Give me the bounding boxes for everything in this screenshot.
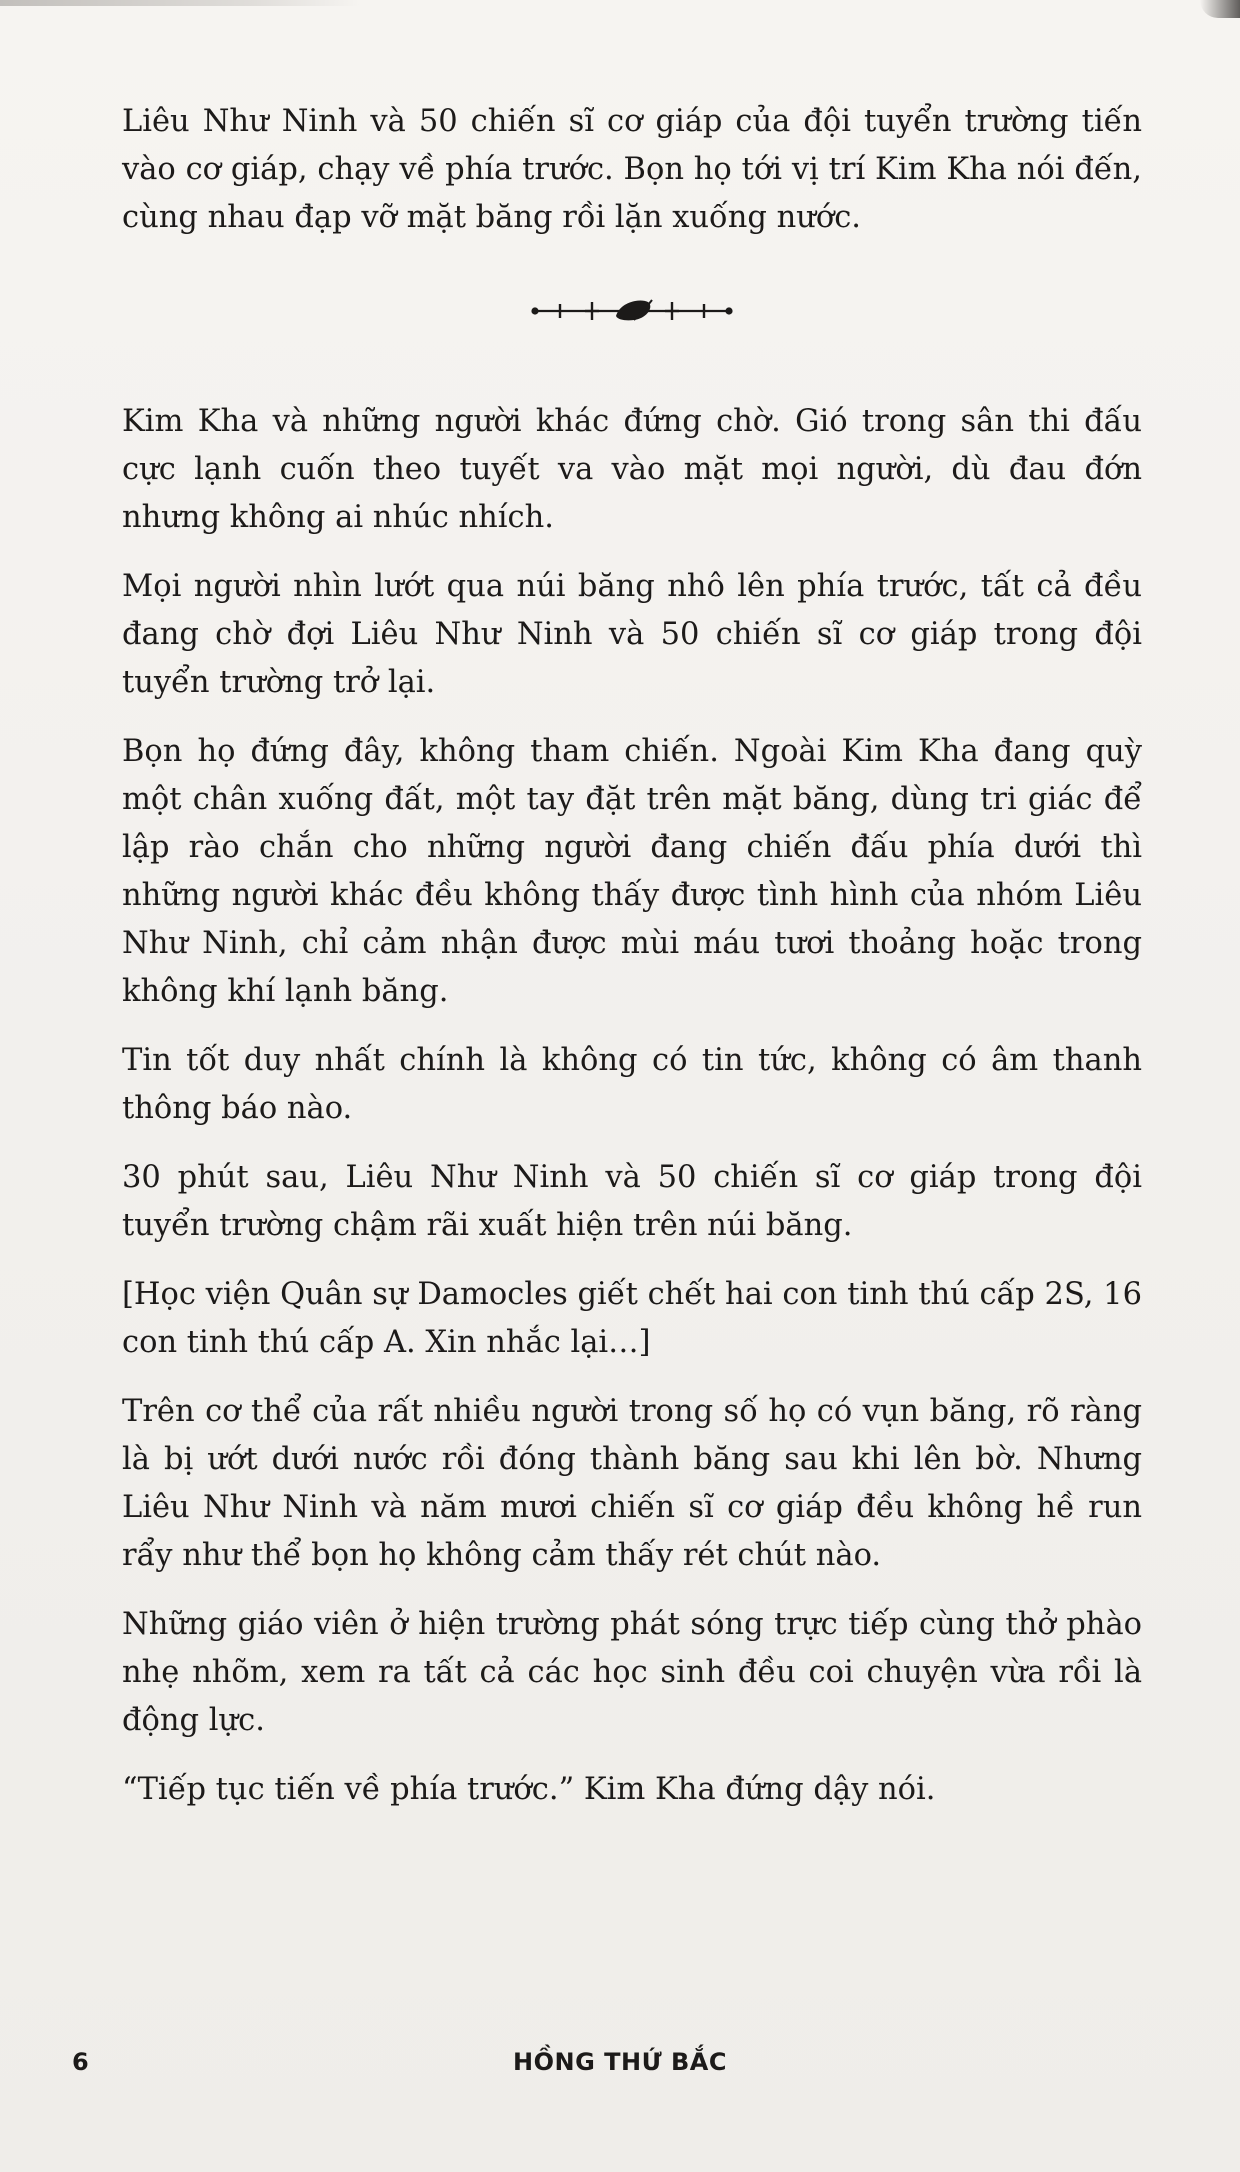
page-corner-shadow [1200,0,1240,18]
page-top-edge [0,0,360,6]
page-content [122,98,1142,1835]
paragraph: Liêu Như Ninh và 50 chiến sĩ cơ giáp của đội tuyển trường tiến vào cơ giáp, chạy về phía trước. Bọn họ tới vị trí Kim Kha nói đến, cùng nhau đạp vỡ mặt băng rồi lặn xuống nước. [122,104,1142,235]
paragraph: Những giáo viên ở hiện trường phát sóng trực tiếp cùng thở phào nhẹ nhõm, xem ra tất cả các học sinh đều coi chuyện vừa rồi là động lực. [122,1607,1142,1738]
section-divider [122,284,1142,340]
page-number: 6 [72,2048,89,2076]
paragraph: Trên cơ thể của rất nhiều người trong số họ có vụn băng, rõ ràng là bị ướt dưới nước rồi đóng thành băng sau khi lên bờ. Nhưng Liêu Như Ninh và năm mươi chiến sĩ cơ giáp đều không hề run rẩy như thể bọn họ không cảm thấy rét chút nào. [122,1394,1142,1573]
paragraph: Mọi người nhìn lướt qua núi băng nhô lên phía trước, tất cả đều đang chờ đợi Liêu Như Ninh và 50 chiến sĩ cơ giáp trong đội tuyển trường trở lại. [122,569,1142,700]
paragraph: Bọn họ đứng đây, không tham chiến. Ngoài Kim Kha đang quỳ một chân xuống đất, một tay đặt trên mặt băng, dùng tri giác để lập rào chắn cho những người đang chiến đấu phía dưới thì những người khác đều không thấy được tình hình của nhóm Liêu Như Ninh, chỉ cảm nhận được mùi máu tươi thoảng hoặc trong không khí lạnh băng. [122,734,1142,1009]
paragraph: Tin tốt duy nhất chính là không có tin tức, không có âm thanh thông báo nào. [122,1043,1142,1126]
paragraph: [Học viện Quân sự Damocles giết chết hai con tinh thú cấp 2S, 16 con tinh thú cấp A. Xin nhắc lại…] [122,1277,1142,1360]
running-head-author: HỒNG THỨ BẮC [513,2048,727,2076]
paragraph: 30 phút sau, Liêu Như Ninh và 50 chiến sĩ cơ giáp trong đội tuyển trường chậm rãi xuất hiện trên núi băng. [122,1160,1142,1243]
paragraph: “Tiếp tục tiến về phía trước.” Kim Kha đứng dậy nói. [122,1772,936,1807]
ornament-icon [530,296,734,326]
page-footer [0,2040,1240,2090]
paragraph: Kim Kha và những người khác đứng chờ. Gió trong sân thi đấu cực lạnh cuốn theo tuyết va vào mặt mọi người, dù đau đớn nhưng không ai nhúc nhích. [122,404,1142,535]
